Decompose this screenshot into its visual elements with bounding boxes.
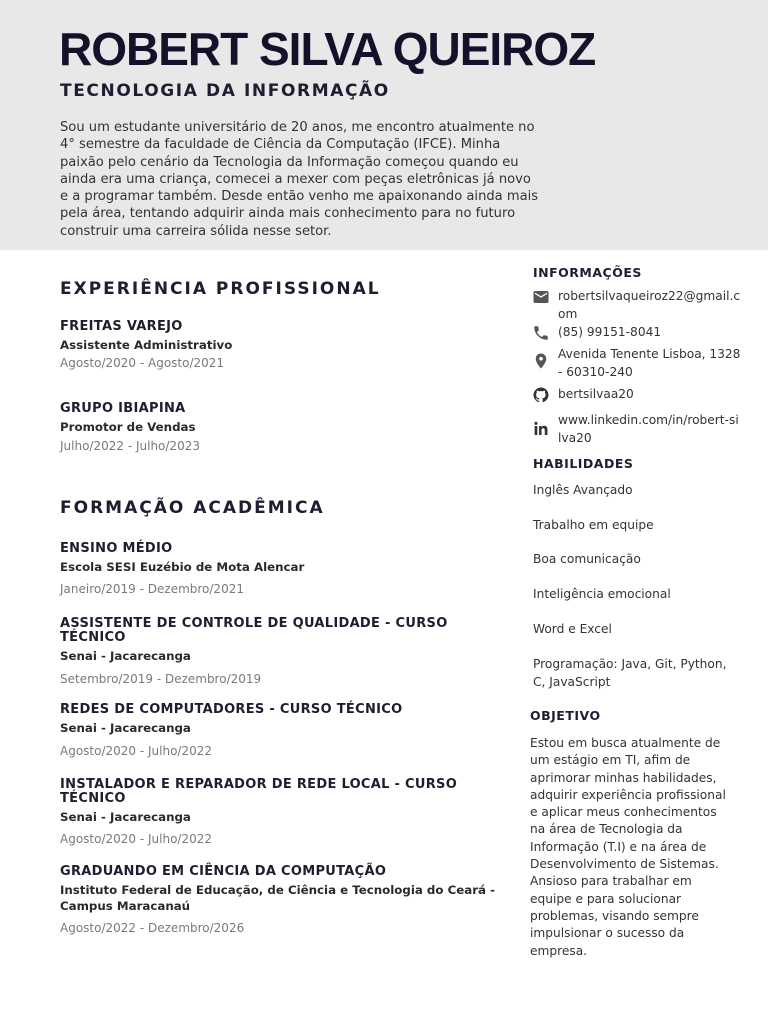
skills-heading: HABILIDADES [533,456,634,471]
skill-item: Word e Excel [533,622,612,636]
education-course: ASSISTENTE DE CONTROLE DE QUALIDADE - CURSO TÉCNICO [60,616,448,645]
experience-company: GRUPO IBIAPINA [60,401,186,416]
education-period: Janeiro/2019 - Dezembro/2021 [60,582,244,596]
education-course: REDES DE COMPUTADORES - CURSO TÉCNICO [60,702,403,717]
candidate-role: TECNOLOGIA DA INFORMAÇÃO [60,81,390,101]
education-period: Agosto/2020 - Julho/2022 [60,744,213,758]
education-period: Agosto/2022 - Dezembro/2026 [60,921,245,935]
intro-paragraph: Sou um estudante universitário de 20 anos, me encontro atualmente no 4° semestre da faculdade de Ciência da Computação (IFCE). Minha paixão pelo cenário da Tecnologia da Informação começou quando eu ainda era uma criança, comecei a mexer com peças eletrônicas já novo e a programar também. Desde então venho me apaixonando ainda mais pela área, tentando adquirir ainda mais conhecimento para no futuro construir uma carreira sólida nesse setor. [60,120,539,239]
education-course: INSTALADOR E REPARADOR DE REDE LOCAL - CURSO TÉCNICO [60,777,458,806]
contact-github [532,386,742,404]
experience-period: Agosto/2020 - Agosto/2021 [60,356,225,370]
phone-icon [532,324,550,342]
header-band [0,0,768,250]
education-course: GRADUANDO EM CIÊNCIA DA COMPUTAÇÃO [60,864,387,879]
objective-heading: OBJETIVO [530,708,601,723]
skill-item: Trabalho em equipe [533,518,654,532]
education-period: Setembro/2019 - Dezembro/2019 [60,672,262,686]
education-institution: Senai - Jacarecanga [60,649,191,663]
education-item [60,865,500,936]
education-institution: Escola SESI Euzébio de Mota Alencar [60,560,305,574]
education-institution: Senai - Jacarecanga [60,721,191,735]
email-icon [532,288,550,306]
contact-phone [532,324,742,342]
contact-address [532,346,742,381]
info-heading: INFORMAÇÕES [533,265,642,280]
skill-item: Programação: Java, Git, Python, C, JavaScript [533,657,727,689]
education-institution: Instituto Federal de Educação, de Ciência e Tecnologia do Ceará - Campus Maracanaú [60,883,495,913]
education-heading: FORMAÇÃO ACADÊMICA [60,498,325,518]
education-institution: Senai - Jacarecanga [60,810,191,824]
contact-linkedin [532,412,742,447]
github-text[interactable]: bertsilvaa20 [558,387,634,401]
education-item [60,617,480,687]
education-course: ENSINO MÉDIO [60,541,173,556]
contact-email [532,288,742,323]
experience-period: Julho/2022 - Julho/2023 [60,439,200,453]
objective-text: Estou em busca atualmente de um estágio em TI, afim de aprimorar minhas habilidades, adquirir experiência profissional e aplicar meus conhecimentos na área de Tecnologia da Informação (T.I) e na área de Desenvolvimento de Sistemas. Ansioso para trabalhar em equipe e para solucionar problemas, visando sempre impulsionar o sucesso da empresa. [530,736,726,958]
skill-item: Inteligência emocional [533,587,671,601]
skill-item: Inglês Avançado [533,483,633,497]
education-item [60,703,500,759]
education-item [60,778,480,847]
email-text[interactable]: robertsilvaqueiroz22@gmail.com [558,289,741,321]
linkedin-text[interactable]: www.linkedin.com/in/robert-silva20 [558,413,739,445]
experience-position: Assistente Administrativo [60,338,233,352]
experience-item [60,402,500,454]
phone-text: (85) 99151-8041 [558,325,662,339]
skill-item: Boa comunicação [533,552,641,566]
candidate-name: ROBERT SILVA QUEIROZ [59,23,596,75]
linkedin-icon [532,420,550,438]
experience-item [60,320,500,371]
education-period: Agosto/2020 - Julho/2022 [60,832,213,846]
experience-company: FREITAS VAREJO [60,319,183,334]
address-text: Avenida Tenente Lisboa, 1328 - 60310-240 [558,347,741,379]
education-item [60,542,500,597]
github-icon [532,386,550,404]
experience-position: Promotor de Vendas [60,420,196,434]
location-icon [532,352,550,370]
experience-heading: EXPERIÊNCIA PROFISSIONAL [60,279,381,299]
